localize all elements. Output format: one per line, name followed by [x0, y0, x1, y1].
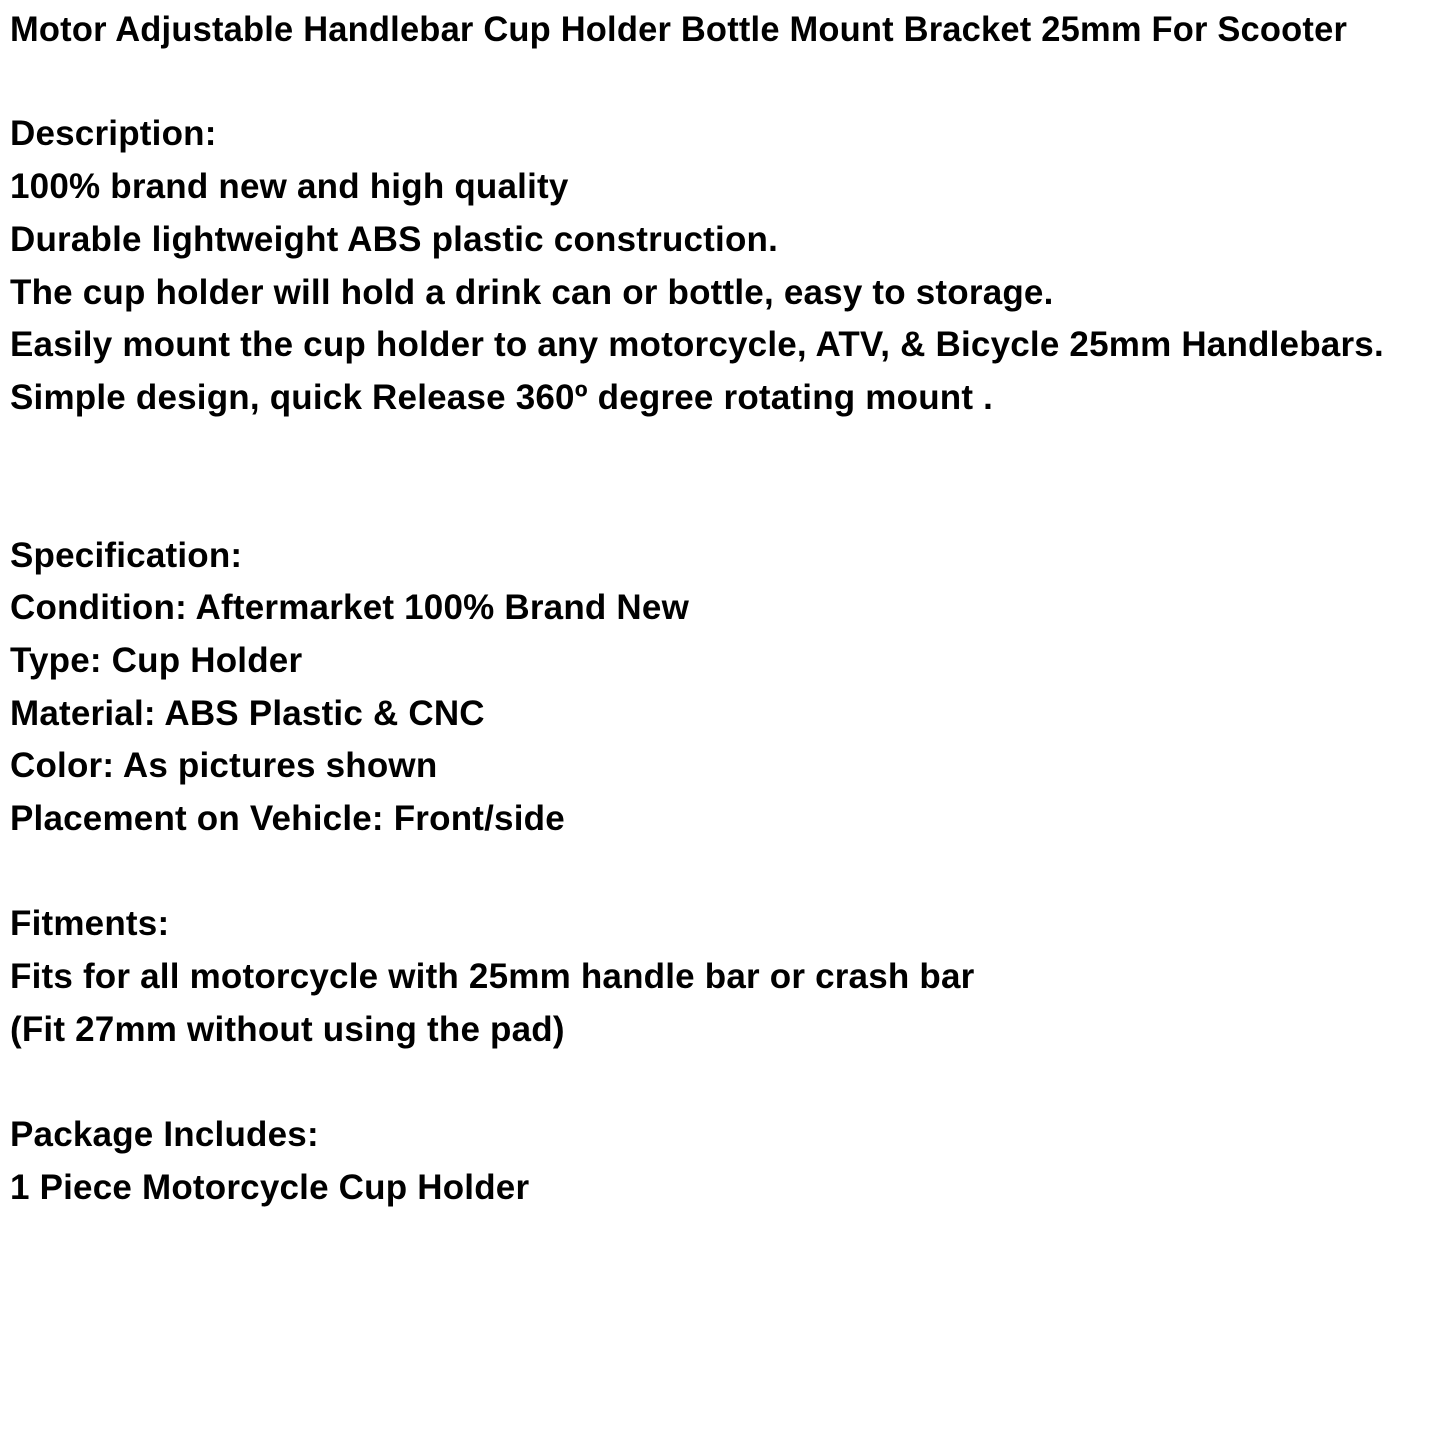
specification-line: Condition: Aftermarket 100% Brand New — [10, 588, 689, 627]
fitments-line: (Fit 27mm without using the pad) — [10, 1010, 565, 1049]
specification-heading: Specification: — [10, 536, 243, 575]
specification-line: Material: ABS Plastic & CNC — [10, 694, 485, 733]
fitments-heading: Fitments: — [10, 904, 170, 943]
description-line: Durable lightweight ABS plastic construction. — [10, 220, 779, 259]
specification-line: Color: As pictures shown — [10, 746, 438, 785]
fitments-line: Fits for all motorcycle with 25mm handle bar or crash bar — [10, 957, 975, 996]
specification-line: Type: Cup Holder — [10, 641, 303, 680]
description-line: The cup holder will hold a drink can or bottle, easy to storage. — [10, 273, 1054, 312]
package-line: 1 Piece Motorcycle Cup Holder — [10, 1168, 530, 1207]
description-line: Simple design, quick Release 360º degree rotating mount . — [10, 378, 994, 417]
product-title: Motor Adjustable Handlebar Cup Holder Bottle Mount Bracket 25mm For Scooter — [10, 10, 1348, 49]
description-line: 100% brand new and high quality — [10, 167, 569, 206]
description-heading: Description: — [10, 114, 217, 153]
specification-line: Placement on Vehicle: Front/side — [10, 799, 565, 838]
package-heading: Package Includes: — [10, 1115, 319, 1154]
description-line: Easily mount the cup holder to any motorcycle, ATV, & Bicycle 25mm Handlebars. — [10, 325, 1384, 364]
